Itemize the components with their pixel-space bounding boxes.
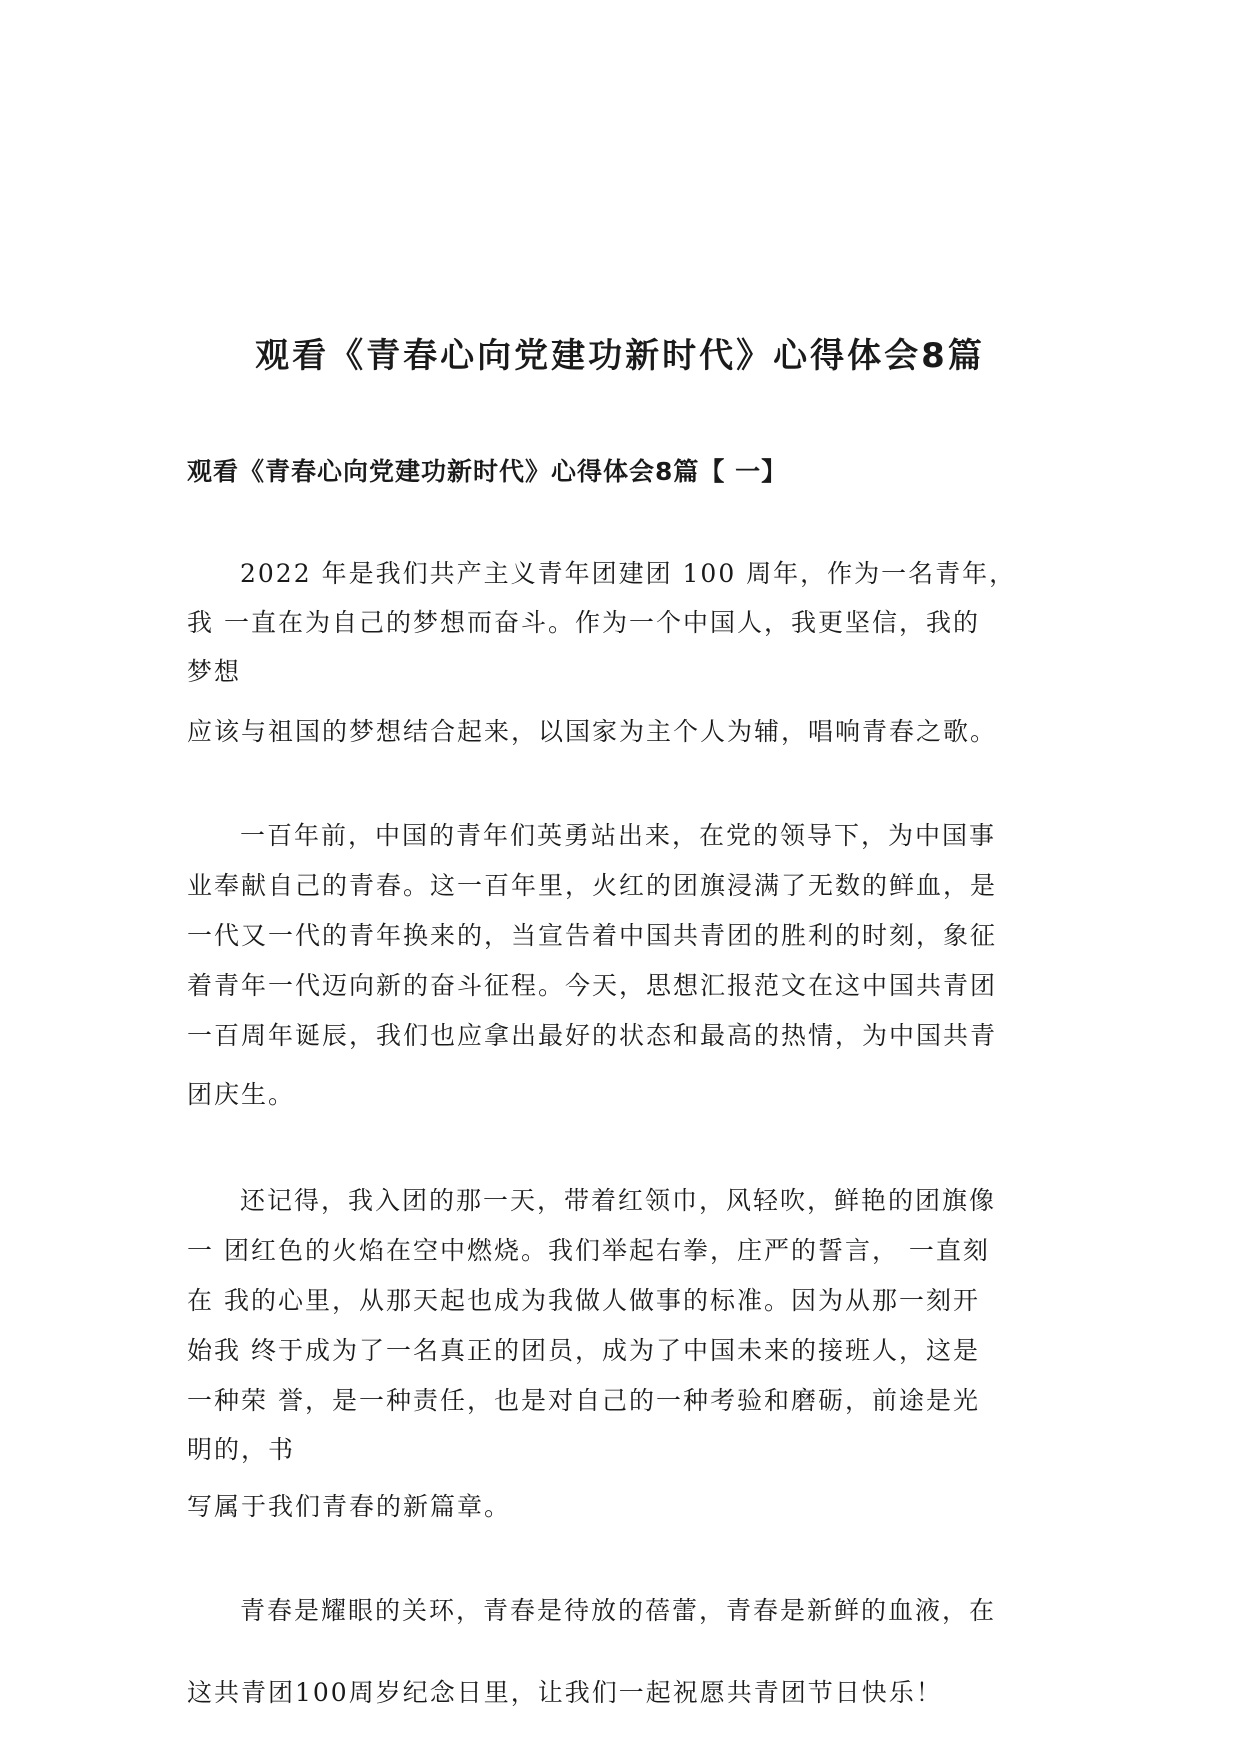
- paragraph-1-line-1: 2022 年是我们共产主义青年团建团 100 周年，作为一名青年，: [240, 559, 1017, 588]
- paragraph-4-line-4: 始我 终于成为了一名真正的团员，成为了中国未来的接班人，这是: [187, 1336, 980, 1365]
- paragraph-4-line-3: 在 我的心里，从那天起也成为我做人做事的标准。因为从那一刻开: [187, 1286, 980, 1315]
- paragraph-3-line-6: 团庆生。: [187, 1080, 296, 1109]
- paragraph-3-line-4: 着青年一代迈向新的奋斗征程。今天，思想汇报范文在这中国共青团: [187, 971, 998, 1000]
- paragraph-1-line-3: 梦想: [187, 657, 242, 686]
- paragraph-3-line-3: 一代又一代的青年换来的，当宣告着中国共青团的胜利的时刻，象征: [187, 921, 998, 950]
- section-heading: 观看《青春心向党建功新时代》心得体会8篇【 一】: [187, 457, 788, 486]
- paragraph-3-line-2: 业奉献自己的青春。这一百年里，火红的团旗浸满了无数的鲜血，是: [187, 871, 998, 900]
- paragraph-4-line-1: 还记得，我入团的那一天，带着红领巾，风轻吹，鲜艳的团旗像: [240, 1186, 997, 1215]
- document-title: 观看《青春心向党建功新时代》心得体会8篇: [255, 336, 985, 376]
- paragraph-1-line-2: 我 一直在为自己的梦想而奋斗。作为一个中国人，我更坚信，我的: [187, 608, 980, 637]
- paragraph-3-line-5: 一百周年诞辰，我们也应拿出最好的状态和最高的热情，为中国共青: [187, 1021, 998, 1050]
- paragraph-4-line-2: 一 团红色的火焰在空中燃烧。我们举起右拳，庄严的誓言， 一直刻: [187, 1236, 990, 1265]
- paragraph-2-line-1: 应该与祖国的梦想结合起来，以国家为主个人为辅，唱响青春之歌。: [187, 717, 998, 746]
- paragraph-6-line-1: 青春是耀眼的关环，青春是待放的蓓蕾，青春是新鲜的血液，在: [240, 1596, 997, 1625]
- paragraph-5-line-1: 写属于我们青春的新篇章。: [187, 1492, 512, 1521]
- paragraph-4-line-5: 一种荣 誉，是一种责任，也是对自己的一种考验和磨砺，前途是光: [187, 1386, 980, 1415]
- paragraph-6-line-2: 这共青团100周岁纪念日里，让我们一起祝愿共青团节日快乐！: [187, 1678, 943, 1707]
- paragraph-4-line-6: 明的，书: [187, 1435, 296, 1464]
- paragraph-3-line-1: 一百年前，中国的青年们英勇站出来，在党的领导下，为中国事: [240, 821, 997, 850]
